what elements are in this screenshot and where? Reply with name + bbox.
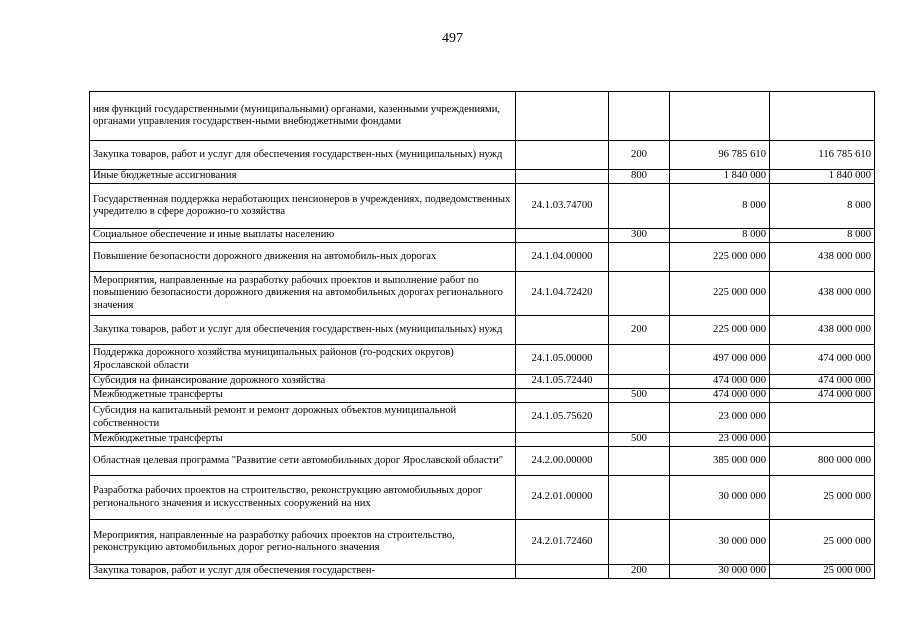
row-expense-kind [609, 92, 670, 141]
table-row [90, 565, 875, 579]
row-amount-2015: 116 785 610 [770, 141, 875, 170]
row-amount-2015: 8 000 [770, 229, 875, 243]
row-name: ния функций государственными (муниципальными) органами, казенными учреждениями, органами управления государствен-ными внебюджетными фондами [90, 92, 516, 141]
row-name: Областная целевая программа "Развитие сети автомобильных дорог Ярославской области" [90, 447, 516, 476]
row-code [516, 141, 609, 170]
row-expense-kind [609, 243, 670, 272]
row-amount-2015 [770, 92, 875, 141]
row-name: Субсидия на капитальный ремонт и ремонт дорожных объектов муниципальной собственности [90, 403, 516, 433]
row-code [516, 170, 609, 184]
table-row [90, 272, 875, 316]
table-row [90, 403, 875, 433]
row-amount-2014: 225 000 000 [670, 272, 770, 316]
table-row [90, 345, 875, 375]
row-expense-kind: 500 [609, 433, 670, 447]
row-expense-kind: 500 [609, 389, 670, 403]
row-amount-2015: 25 000 000 [770, 520, 875, 565]
table-row [90, 375, 875, 389]
row-expense-kind [609, 345, 670, 375]
row-amount-2015: 800 000 000 [770, 447, 875, 476]
row-code: 24.1.05.75620 [516, 403, 609, 433]
row-amount-2014: 385 000 000 [670, 447, 770, 476]
row-name: Закупка товаров, работ и услуг для обеспечения государствен-ных (муниципальных) нужд [90, 141, 516, 170]
row-code: 24.2.01.72460 [516, 520, 609, 565]
row-amount-2015: 438 000 000 [770, 316, 875, 345]
row-expense-kind [609, 375, 670, 389]
row-name: Межбюджетные трансферты [90, 389, 516, 403]
row-code: 24.2.00.00000 [516, 447, 609, 476]
row-code: 24.1.05.72440 [516, 375, 609, 389]
row-code [516, 316, 609, 345]
row-name: Разработка рабочих проектов на строительство, реконструкцию автомобильных дорог регионального значения и искусственных сооружений на них [90, 476, 516, 520]
row-code [516, 565, 609, 579]
row-amount-2015: 25 000 000 [770, 565, 875, 579]
table-row [90, 447, 875, 476]
row-expense-kind [609, 272, 670, 316]
row-amount-2014: 30 000 000 [670, 476, 770, 520]
row-name: Закупка товаров, работ и услуг для обеспечения государствен-ных (муниципальных) нужд [90, 316, 516, 345]
row-amount-2014: 23 000 000 [670, 433, 770, 447]
row-amount-2014: 30 000 000 [670, 565, 770, 579]
row-expense-kind [609, 520, 670, 565]
table-row [90, 184, 875, 229]
table-row [90, 520, 875, 565]
row-amount-2015 [770, 433, 875, 447]
row-amount-2014: 1 840 000 [670, 170, 770, 184]
row-expense-kind: 300 [609, 229, 670, 243]
row-amount-2014: 225 000 000 [670, 243, 770, 272]
row-amount-2015: 474 000 000 [770, 345, 875, 375]
row-code: 24.1.03.74700 [516, 184, 609, 229]
row-amount-2014: 23 000 000 [670, 403, 770, 433]
row-code [516, 433, 609, 447]
table-row [90, 170, 875, 184]
table-row [90, 243, 875, 272]
table-row [90, 229, 875, 243]
row-expense-kind [609, 447, 670, 476]
row-amount-2015: 438 000 000 [770, 243, 875, 272]
budget-table [89, 91, 875, 579]
row-amount-2015: 25 000 000 [770, 476, 875, 520]
row-name: Поддержка дорожного хозяйства муниципальных районов (го-родских округов) Ярославской области [90, 345, 516, 375]
row-name: Социальное обеспечение и иные выплаты населению [90, 229, 516, 243]
row-expense-kind: 200 [609, 316, 670, 345]
row-name: Межбюджетные трансферты [90, 433, 516, 447]
row-amount-2014: 497 000 000 [670, 345, 770, 375]
table-row [90, 92, 875, 141]
row-amount-2015: 1 840 000 [770, 170, 875, 184]
row-name: Мероприятия, направленные на разработку рабочих проектов и выполнение работ по повышению безопасности дорожного движения на автомобильных дорогах регионального значения [90, 272, 516, 316]
table-row [90, 316, 875, 345]
row-code [516, 229, 609, 243]
row-code [516, 92, 609, 141]
row-code: 24.1.04.00000 [516, 243, 609, 272]
row-expense-kind [609, 403, 670, 433]
row-amount-2014: 8 000 [670, 184, 770, 229]
table-row [90, 476, 875, 520]
row-expense-kind: 200 [609, 141, 670, 170]
page-number: 497 [442, 31, 463, 46]
row-name: Закупка товаров, работ и услуг для обеспечения государствен- [90, 565, 516, 579]
table-row [90, 433, 875, 447]
table-row [90, 141, 875, 170]
row-name: Мероприятия, направленные на разработку рабочих проектов на строительство, реконструкцию автомобильных дорог регио-нального значения [90, 520, 516, 565]
row-code [516, 389, 609, 403]
row-amount-2014: 474 000 000 [670, 389, 770, 403]
row-code: 24.1.04.72420 [516, 272, 609, 316]
row-amount-2014: 225 000 000 [670, 316, 770, 345]
row-amount-2014 [670, 92, 770, 141]
row-amount-2014: 96 785 610 [670, 141, 770, 170]
row-amount-2015: 474 000 000 [770, 375, 875, 389]
row-amount-2015: 8 000 [770, 184, 875, 229]
row-expense-kind [609, 184, 670, 229]
row-name: Субсидия на финансирование дорожного хозяйства [90, 375, 516, 389]
row-code: 24.1.05.00000 [516, 345, 609, 375]
row-amount-2015: 474 000 000 [770, 389, 875, 403]
row-amount-2014: 30 000 000 [670, 520, 770, 565]
row-amount-2015: 438 000 000 [770, 272, 875, 316]
row-name: Повышение безопасности дорожного движения на автомобиль-ных дорогах [90, 243, 516, 272]
row-code: 24.2.01.00000 [516, 476, 609, 520]
row-expense-kind: 200 [609, 565, 670, 579]
row-expense-kind [609, 476, 670, 520]
table-row [90, 389, 875, 403]
row-name: Иные бюджетные ассигнования [90, 170, 516, 184]
row-amount-2015 [770, 403, 875, 433]
row-expense-kind: 800 [609, 170, 670, 184]
row-amount-2014: 474 000 000 [670, 375, 770, 389]
row-name: Государственная поддержка неработающих пенсионеров в учреждениях, подведомственных учредителю в сфере дорожно-го хозяйства [90, 184, 516, 229]
row-amount-2014: 8 000 [670, 229, 770, 243]
